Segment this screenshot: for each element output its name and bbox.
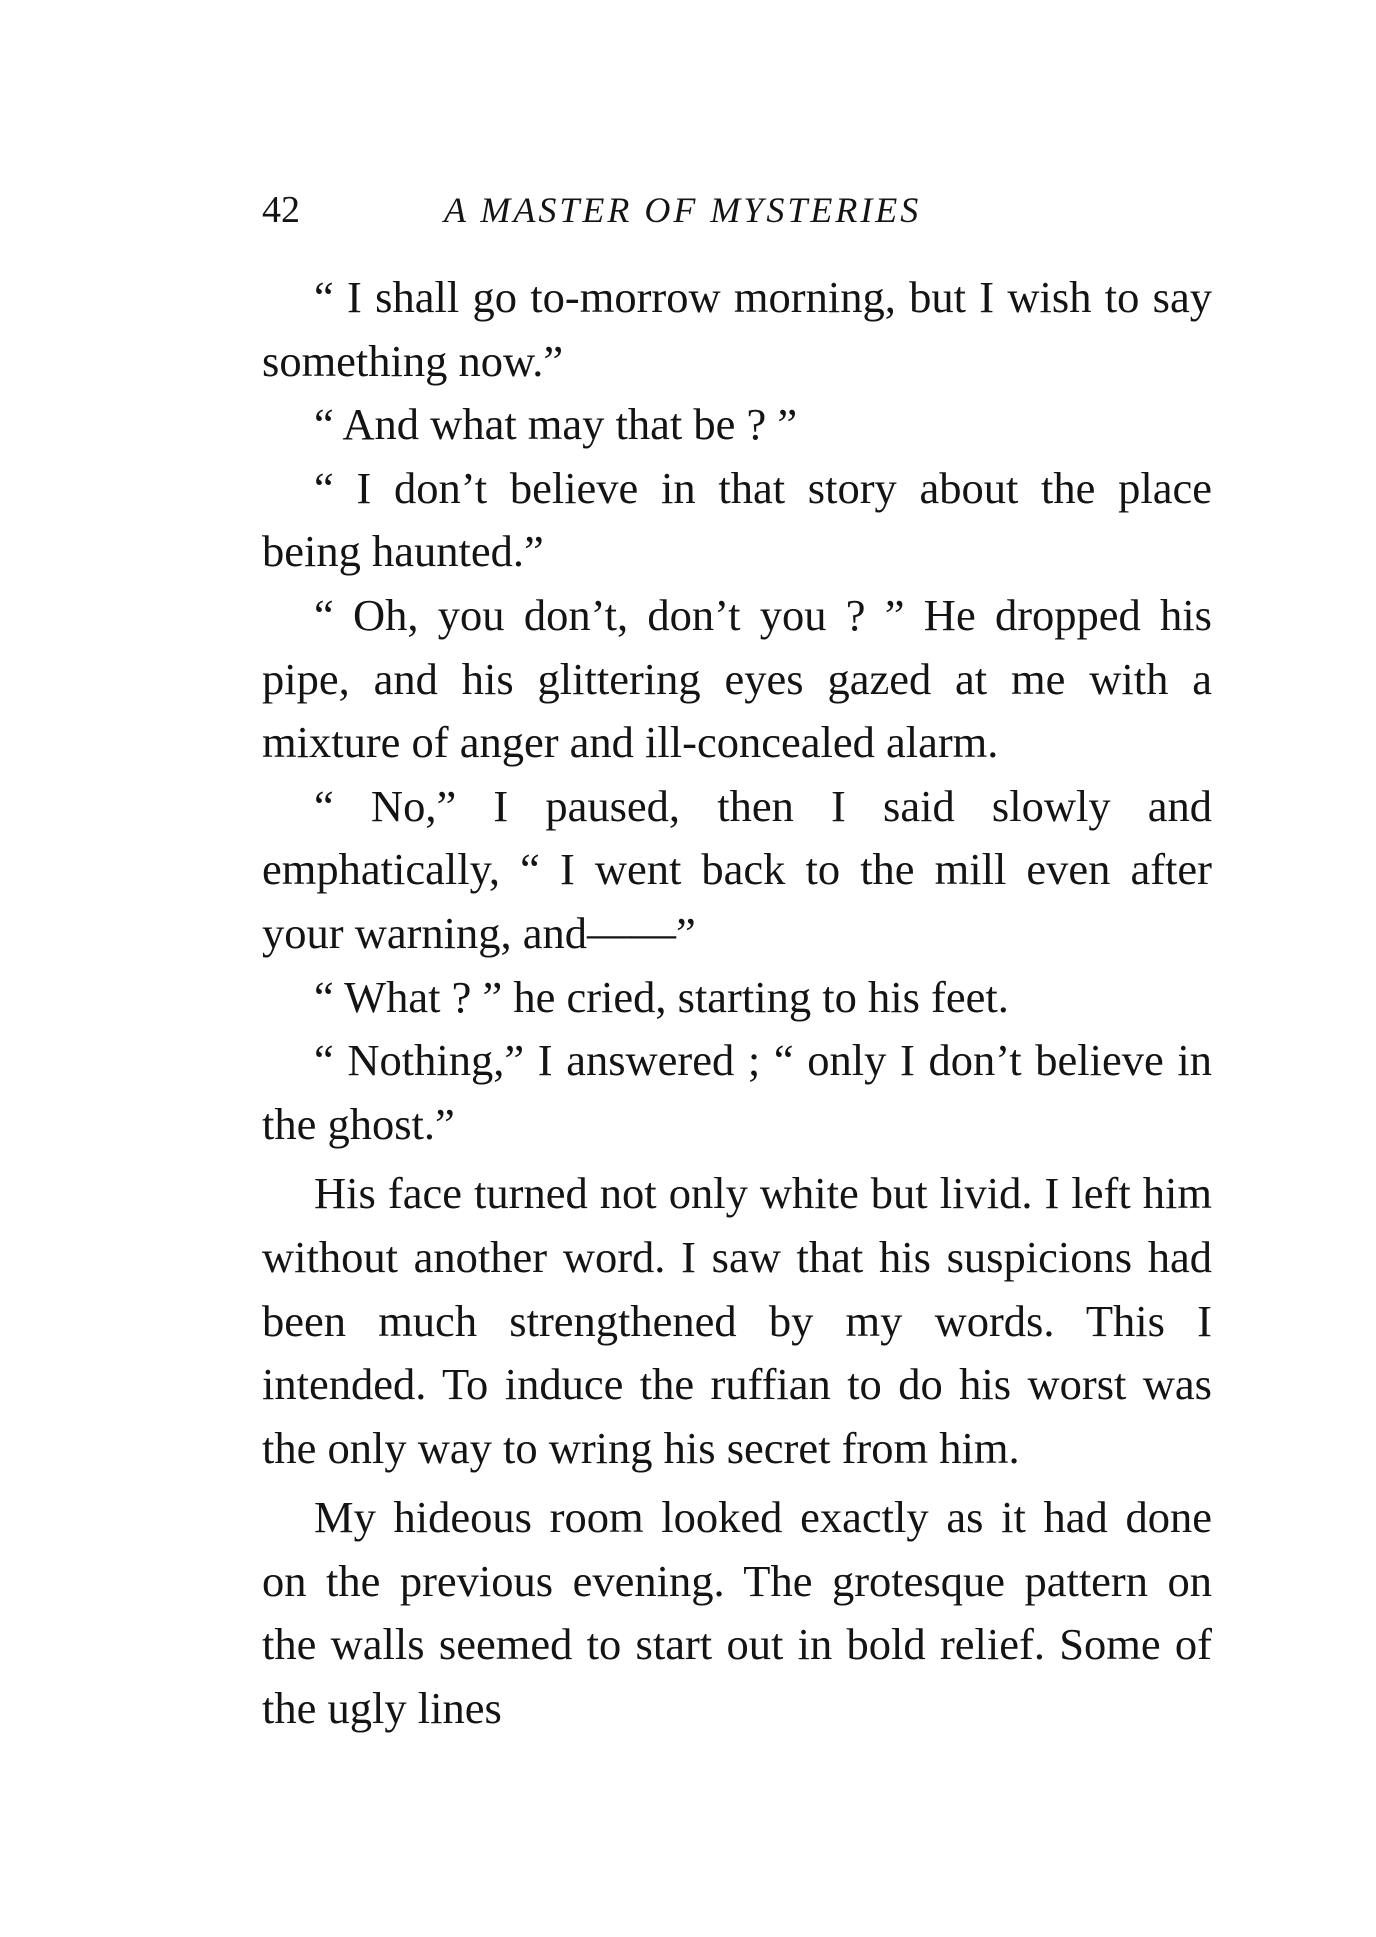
- running-title: A MASTER OF MYSTERIES: [444, 190, 922, 230]
- page-number: 42: [262, 189, 300, 231]
- paragraph-6: “ What ? ” he cried, starting to his feet.: [314, 971, 1009, 1022]
- paragraph-4: “ Oh, you don’t, don’t you ? ” He dropped his pipe, and his glittering eyes gazed at me with a mixture of anger and ill-concealed alarm.: [262, 589, 1212, 768]
- running-head: [262, 180, 1212, 240]
- paragraph-9: My hideous room looked exactly as it had done on the previous evening. The grotesque pattern on the walls seemed to start out in bold relief. Some of the ugly lines: [262, 1492, 1212, 1734]
- paragraph-2: “ And what may that be ? ”: [314, 399, 798, 450]
- paragraph-3: “ I don’t believe in that story about the place being haunted.”: [262, 462, 1212, 577]
- paragraph-1: “ I shall go to-morrow morning, but I wish to say something now.”: [262, 272, 1212, 386]
- paragraph-7: “ Nothing,” I answered ; “ only I don’t believe in the ghost.”: [262, 1035, 1212, 1149]
- paragraph-5: “ No,” I paused, then I said slowly and emphatically, “ I went back to the mill even after your warning, and——”: [262, 780, 1212, 958]
- paragraph-8: His face turned not only white but livid. I left him without another word. I saw that his suspicions had been much strengthened by my words. This I intended. To induce the ruffian to do his worst was the only way to wring his secret from him.: [262, 1168, 1212, 1473]
- body-text: [262, 266, 1212, 1741]
